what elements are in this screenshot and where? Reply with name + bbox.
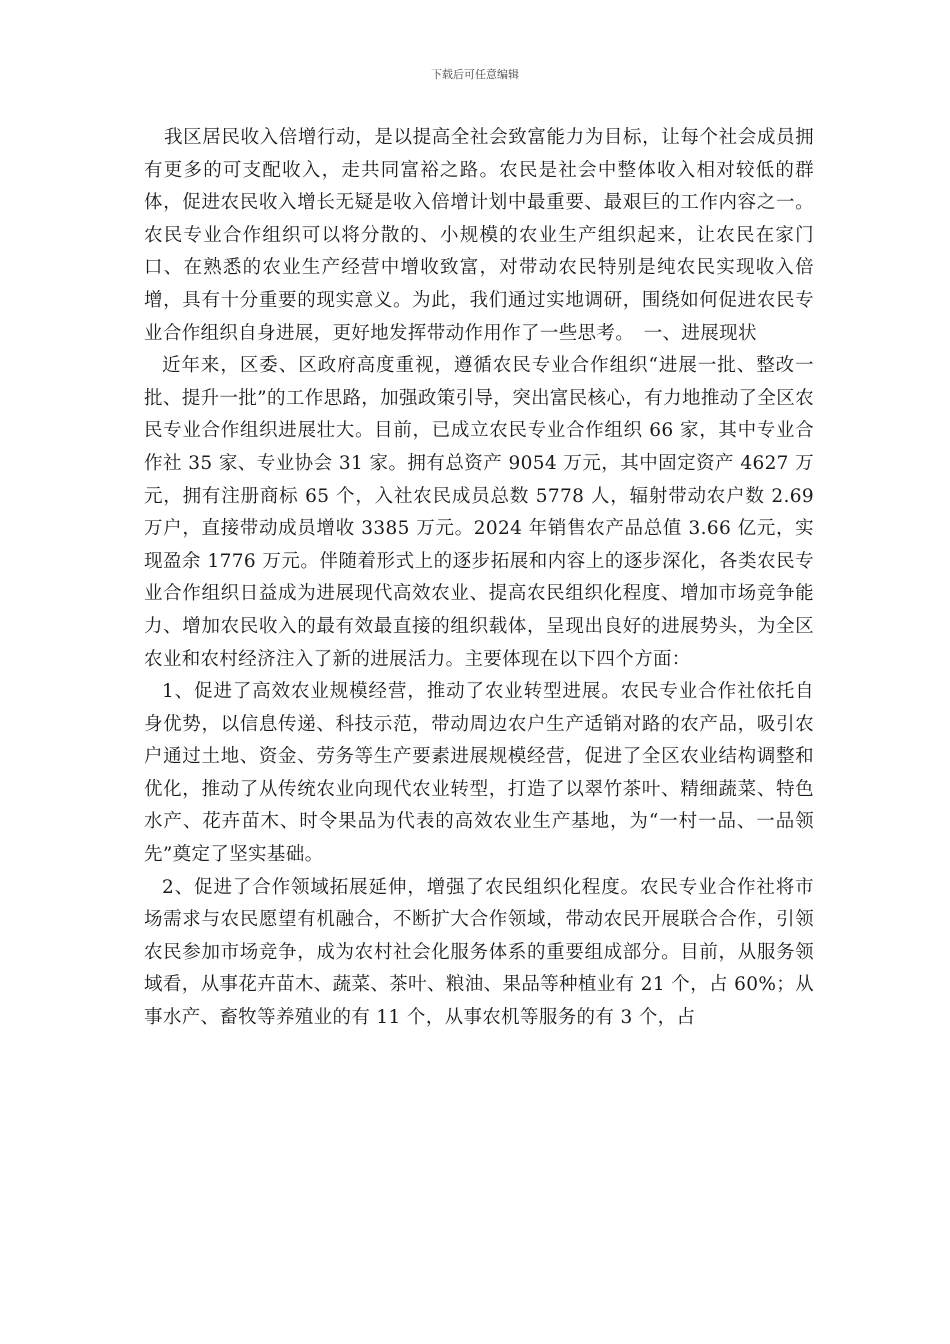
paragraph-point-1: 1、促进了高效农业规模经营，推动了农业转型进展。农民专业合作社依托自身优势，以信息传递、科技示范，带动周边农户生产适销对路的农产品，吸引农户通过土地、资金、劳务等生产要素进展规模经营，促进了全区农业结构调整和优化，推动了从传统农业向现代农业转型，打造了以翠竹茶叶、精细蔬菜、特色水产、花卉苗木、时令果品为代表的高效农业生产基地，为“一村一品、一品领先”奠定了坚实基础。 (144, 681, 814, 866)
page-header: 下载后可任意编辑 (431, 68, 519, 81)
paragraph-intro: 我区居民收入倍增行动，是以提高全社会致富能力为目标，让每个社会成员拥有更多的可支配收入，走共同富裕之路。农民是社会中整体收入相对较低的群体，促进农民收入增长无疑是收入倍增计划中最重要、最艰巨的工作内容之一。农民专业合作组织可以将分散的、小规模的农业生产组织起来，让农民在家门口、在熟悉的农业生产经营中增收致富，对带动农民特别是纯农民实现收入倍增，具有十分重要的现实意义。为此，我们通过实地调研，围绕如何促进农民专业合作组织自身进展，更好地发挥带动作用作了一些思考。 一、进展现状 (144, 127, 814, 344)
paragraph-point-2: 2、促进了合作领域拓展延伸，增强了农民组织化程度。农民专业合作社将市场需求与农民愿望有机融合，不断扩大合作领域，带动农民开展联合合作，引领农民参加市场竞争，成为农村社会化服务体系的重要组成部分。目前，从服务领域看，从事花卉苗木、蔬菜、茶叶、粮油、果品等种植业有 21 个，占 60%；从事水产、畜牧等养殖业的有 11 个，从事农机等服务的有 3 个，占 (144, 876, 814, 1029)
paragraph-status: 近年来，区委、区政府高度重视，遵循农民专业合作组织“进展一批、整改一批、提升一批”的工作思路，加强政策引导，突出富民核心，有力地推动了全区农民专业合作组织进展壮大。目前，已成立农民专业合作组织 66 家，其中专业合作社 35 家、专业协会 31 家。拥有总资产 9054 万元，其中固定资产 4627 万元，拥有注册商标 65 个，入社农民成员总数 5778 人，辐射带动农户数 2.69 万户，直接带动成员增收 3385 万元。2024 年销售农产品总值 3.66 亿元，实现盈余 1776 万元。伴随着形式上的逐步拓展和内容上的逐步深化，各类农民专业合作组织日益成为进展现代高效农业、提高农民组织化程度、增加市场竞争能力、增加农民收入的最有效最直接的组织载体，呈现出良好的进展势头，为全区农业和农村经济注入了新的进展活力。主要体现在以下四个方面： (144, 355, 814, 670)
document-body (144, 122, 814, 1035)
